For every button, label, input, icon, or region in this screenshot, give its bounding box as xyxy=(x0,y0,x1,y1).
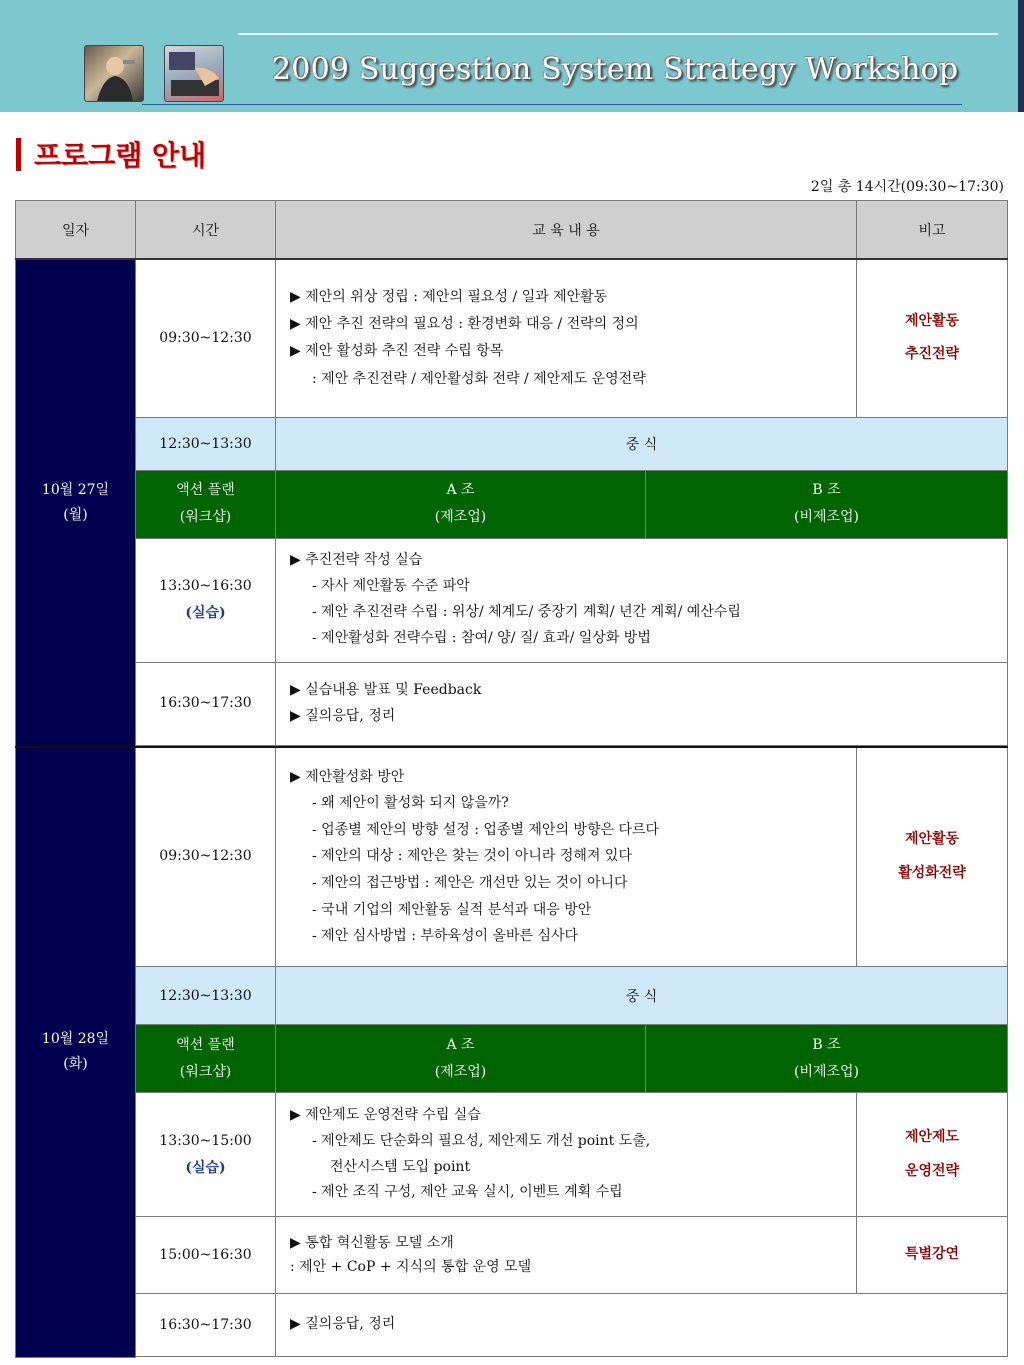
section-title: 프로그램 안내 xyxy=(34,139,207,172)
col-note-header: 비고 xyxy=(857,201,1008,260)
day2-group-b xyxy=(646,1025,1008,1093)
group-a-sector: (제조업) xyxy=(434,509,487,525)
content-line: - 제안 심사방법 : 부하육성이 올바른 심사다 xyxy=(312,928,579,945)
content-line: - 제안 조직 구성, 제안 교육 실시, 이벤트 계획 수립 xyxy=(312,1184,623,1201)
content-line: : 제안 + CoP + 지식의 통합 운영 모델 xyxy=(290,1259,532,1275)
day1-weekday: (월) xyxy=(63,506,88,523)
day1-morning-note xyxy=(857,259,1008,417)
table-row xyxy=(16,967,1008,1025)
note-line: 제안제도 xyxy=(904,1128,960,1145)
note-line: 활성화전략 xyxy=(898,864,966,881)
note-line: 추진전략 xyxy=(904,346,960,363)
day2-lecture-note: 특별강연 xyxy=(857,1217,1008,1294)
day2-lecture-time: 15:00~16:30 xyxy=(136,1217,276,1294)
action-plan-label: 액션 플랜 xyxy=(176,482,235,499)
header-line-top xyxy=(238,33,998,35)
col-date-header: 일자 xyxy=(16,201,136,260)
day2-lunch-label: 중 식 xyxy=(276,967,1008,1025)
content-line: - 제안의 대상 : 제안은 찾는 것이 아니라 정해져 있다 xyxy=(312,848,632,865)
day2-practice-note xyxy=(857,1093,1008,1217)
day1-practice-time xyxy=(136,538,276,662)
practice-label: (실습) xyxy=(185,1159,226,1176)
day1-group-b xyxy=(646,470,1008,538)
time-label: 13:30~16:30 xyxy=(159,578,252,595)
day2-lecture-content xyxy=(276,1217,857,1294)
day2-action-plan-label xyxy=(136,1025,276,1093)
content-line: ▶ 제안 활성화 추진 전략 수립 항목 xyxy=(290,343,504,360)
note-line: 운영전략 xyxy=(904,1162,960,1179)
schedule-table xyxy=(15,200,1008,1358)
day2-qa-time: 16:30~17:30 xyxy=(136,1294,276,1357)
day2-practice-content xyxy=(276,1093,857,1217)
content-line: ▶ 실습내용 발표 및 Feedback xyxy=(290,681,482,698)
content-line: 전산시스템 도입 point xyxy=(330,1158,471,1175)
day2-morning-time: 09:30~12:30 xyxy=(136,747,276,967)
content-line: : 제안 추진전략 / 제안활성화 전략 / 제안제도 운영전략 xyxy=(312,370,646,387)
day1-feedback-content xyxy=(276,662,1008,745)
content-line: ▶ 제안 추진 전략의 필요성 : 환경변화 대응 / 전략의 정의 xyxy=(290,315,639,332)
note-line: 제안활동 xyxy=(904,312,960,329)
group-a-label: A 조 xyxy=(446,1036,475,1053)
content-line: - 제안의 접근방법 : 제안은 개선만 있는 것이 아니다 xyxy=(312,875,628,892)
day2-practice-time xyxy=(136,1093,276,1217)
day1-morning-content xyxy=(276,259,857,417)
header-line-bottom xyxy=(142,104,962,105)
day2-qa-content xyxy=(276,1294,1008,1357)
table-row xyxy=(16,259,1008,417)
day2-weekday: (화) xyxy=(63,1056,88,1072)
content-line: ▶ 제안의 위상 정립 : 제안의 필요성 / 일과 제안활동 xyxy=(290,288,608,305)
content-line: ▶ 제안제도 운영전략 수립 실습 xyxy=(290,1106,481,1123)
table-row xyxy=(16,470,1008,538)
group-b-sector: (비제조업) xyxy=(793,1063,860,1080)
content-line: - 국내 기업의 제안활동 실적 분석과 대응 방안 xyxy=(312,901,592,918)
content-line: ▶ 제안활성화 방안 xyxy=(290,768,405,785)
day1-practice-content xyxy=(276,538,1008,662)
day1-date: 10월 27일 xyxy=(41,481,110,498)
content-line: - 왜 제안이 활성화 되지 않을까? xyxy=(312,795,509,812)
header-right-bar xyxy=(1018,0,1024,112)
table-row xyxy=(16,1294,1008,1357)
keyboard-photo xyxy=(164,45,224,102)
content-line: - 자사 제안활동 수준 파악 xyxy=(312,578,470,595)
time-label: 13:30~15:00 xyxy=(159,1132,252,1149)
day2-group-a xyxy=(276,1025,646,1093)
col-time-header: 시간 xyxy=(136,201,276,260)
day1-feedback-time: 16:30~17:30 xyxy=(136,662,276,745)
day1-lunch-time: 12:30~13:30 xyxy=(136,417,276,470)
day1-group-a xyxy=(276,470,646,538)
day1-action-plan-label xyxy=(136,470,276,538)
table-row xyxy=(16,538,1008,662)
group-b-label: B 조 xyxy=(812,482,841,499)
workshop-label: (워크샵) xyxy=(179,509,232,525)
col-content-header: 교 육 내 용 xyxy=(276,201,857,260)
workshop-title: 2009 Suggestion System Strategy Workshop xyxy=(272,52,959,87)
day1-date-cell xyxy=(16,259,136,747)
group-b-label: B 조 xyxy=(812,1036,841,1053)
group-a-sector: (제조업) xyxy=(434,1063,487,1080)
day2-morning-note xyxy=(857,747,1008,967)
content-line: - 제안활성화 전략수립 : 참여/ 양/ 질/ 효과/ 일상화 방법 xyxy=(312,629,651,646)
note-line: 제안활동 xyxy=(904,831,960,848)
table-row xyxy=(16,1093,1008,1217)
group-a-label: A 조 xyxy=(446,482,475,499)
content-line: ▶ 질의응답, 정리 xyxy=(290,1316,396,1333)
content-line: ▶ 추진전략 작성 실습 xyxy=(290,552,423,569)
content-line: - 제안제도 단순화의 필요성, 제안제도 개선 point 도출, xyxy=(312,1132,651,1149)
table-header-row xyxy=(16,201,1008,260)
section-marker xyxy=(16,138,21,171)
day2-morning-content xyxy=(276,747,857,967)
content-line: - 제안 추진전략 수립 : 위상/ 체계도/ 중장기 계획/ 년간 계획/ 예산수립 xyxy=(312,604,741,620)
day2-lunch-time: 12:30~13:30 xyxy=(136,967,276,1025)
day1-lunch-label: 중 식 xyxy=(276,417,1008,470)
day2-date: 10월 28일 xyxy=(41,1030,110,1047)
table-row xyxy=(16,662,1008,745)
group-b-sector: (비제조업) xyxy=(793,509,860,525)
table-row xyxy=(16,747,1008,967)
content-line: ▶ 통합 혁신활동 모델 소개 xyxy=(290,1234,454,1251)
person-photo xyxy=(84,45,144,102)
day2-date-cell xyxy=(16,747,136,1358)
content-line: - 업종별 제안의 방향 설정 : 업종별 제안의 방향은 다르다 xyxy=(312,821,660,838)
practice-label: (실습) xyxy=(185,605,226,621)
table-row xyxy=(16,417,1008,470)
day1-morning-time: 09:30~12:30 xyxy=(136,259,276,417)
workshop-label: (워크샵) xyxy=(179,1063,232,1080)
table-row xyxy=(16,1217,1008,1294)
program-summary: 2일 총 14시간(09:30~17:30) xyxy=(810,179,1004,195)
content-line: ▶ 질의응답, 정리 xyxy=(290,707,396,724)
action-plan-label: 액션 플랜 xyxy=(176,1036,235,1053)
header-banner xyxy=(0,0,1024,112)
table-row xyxy=(16,1025,1008,1093)
